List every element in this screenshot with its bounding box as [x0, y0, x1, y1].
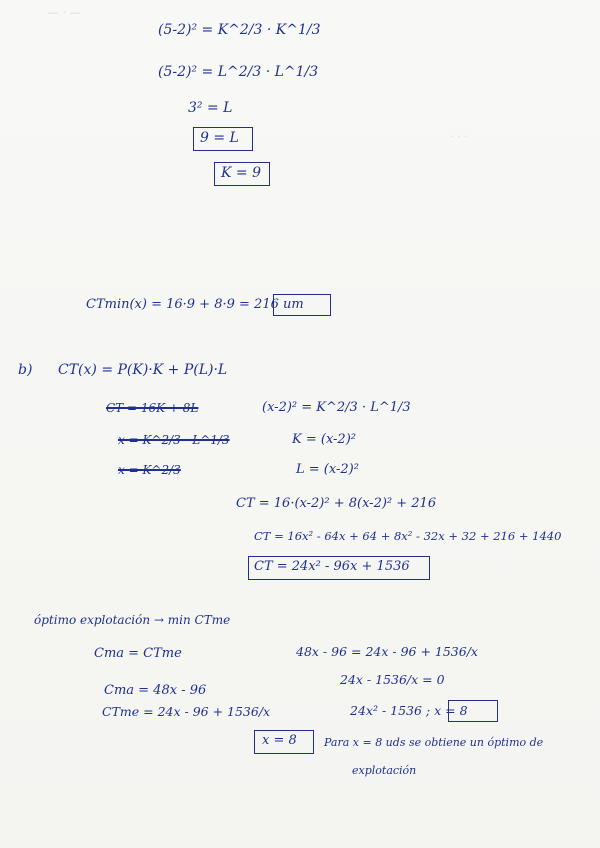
equation-line: 24x - 1536/x = 0: [340, 672, 445, 687]
equation-line: Cma = 48x - 96: [104, 683, 207, 698]
crossed-out-line: x = K^2/3 · L^1/3: [118, 433, 230, 447]
bleed-through-text: — · —: [48, 6, 81, 19]
equation-line: 3² = L: [188, 100, 233, 116]
bleed-through-text: · · ·: [450, 130, 468, 143]
equation-line: CT(x) = P(K)·K + P(L)·L: [58, 362, 228, 378]
total-cost-result: CT = 24x² - 96x + 1536: [254, 559, 410, 574]
equation-line: CTme = 24x - 96 + 1536/x: [102, 704, 271, 719]
part-label: b): [18, 362, 33, 378]
equation-line: (5-2)² = K^2/3 · K^1/3: [158, 22, 321, 38]
section-heading: óptimo explotación → min CTme: [34, 613, 231, 627]
result-value: K = 9: [221, 165, 261, 181]
cost-min-line: CTmin(x) = 16·9 + 8·9 = 216 um: [86, 297, 304, 312]
conclusion-line: explotación: [352, 764, 417, 777]
crossed-out-line: x = K^2/3: [118, 463, 181, 477]
conclusion-line: Para x = 8 uds se obtiene un óptimo de: [324, 736, 544, 749]
equation-line: 48x - 96 = 24x - 96 + 1536/x: [296, 644, 478, 659]
result-value: x = 8: [262, 733, 297, 748]
equation-line: CT = 16·(x-2)² + 8(x-2)² + 216: [236, 496, 437, 511]
equation-line: (x-2)² = K^2/3 · L^1/3: [262, 400, 411, 415]
equation-line: K = (x-2)²: [292, 432, 356, 447]
equation-line: Cma = CTme: [94, 646, 182, 661]
equation-line: 24x² - 1536 ; x = 8: [350, 703, 468, 718]
result-value: 9 = L: [200, 130, 239, 146]
crossed-out-line: CT = 16K + 8L: [106, 401, 199, 415]
equation-line: (5-2)² = L^2/3 · L^1/3: [158, 64, 319, 80]
equation-line: CT = 16x² - 64x + 64 + 8x² - 32x + 32 + 216 + 1440: [254, 529, 562, 543]
equation-line: L = (x-2)²: [296, 462, 359, 477]
